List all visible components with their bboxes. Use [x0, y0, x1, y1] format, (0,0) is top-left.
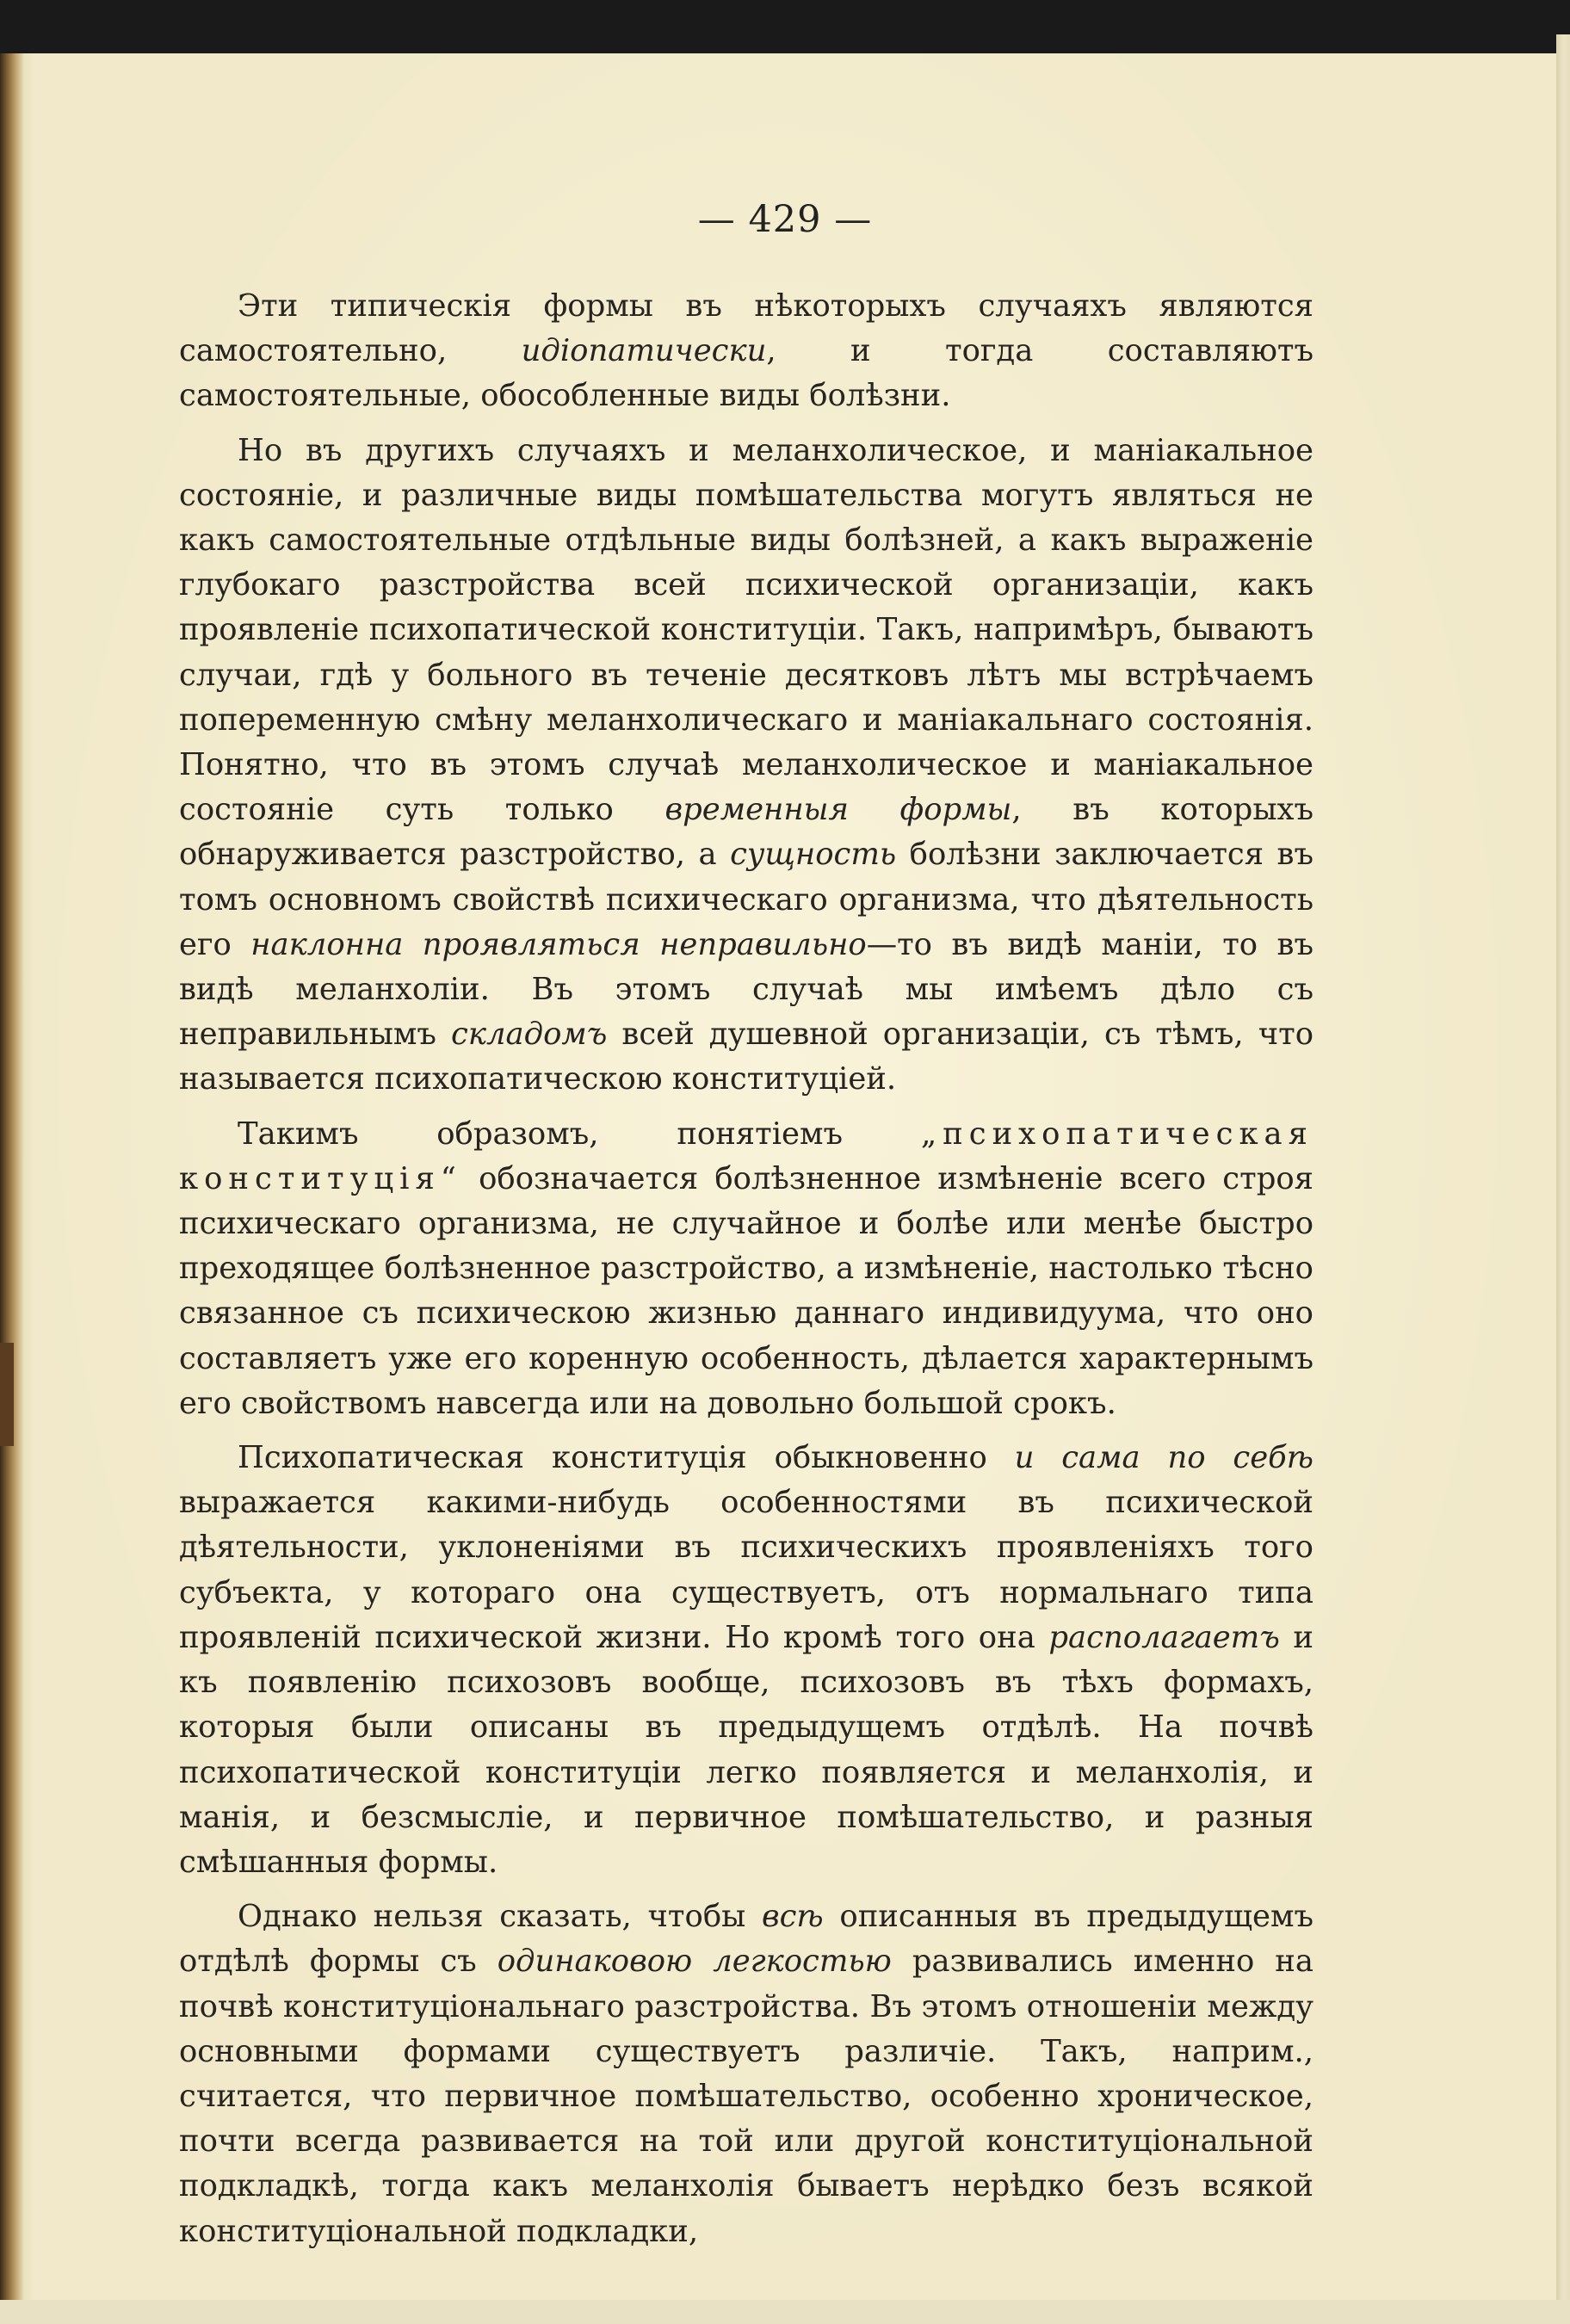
text-run: , въ которыхъ обнаруживается разстройство, а — [179, 792, 1313, 873]
italic-emphasis: наклонна проявляться неправильно — [250, 926, 867, 962]
page-edge-bottom — [0, 2300, 1570, 2324]
body-text — [179, 284, 1313, 2254]
book-spine-shadow — [0, 53, 24, 2300]
page-number: — 429 — — [697, 198, 873, 241]
text-run: описанныя въ предыдущемъ отдѣлѣ формы съ — [179, 1899, 1313, 1980]
text-run: и къ появленію психозовъ вообще, психозовъ въ тѣхъ формахъ, которыя были описаны въ предыдущемъ отдѣлѣ. На почвѣ психопатической конституціи легко появляется и меланхолія, и манія, и безсмысліе, и первичное помѣшательство, и разныя смѣшанныя формы. — [179, 1619, 1313, 1880]
italic-emphasis: временныя формы — [664, 792, 1012, 828]
paragraph — [179, 429, 1313, 1103]
text-run: развивались именно на почвѣ конституціональнаго разстройства. Въ этомъ отношеніи между основными формами существуетъ различіе. Такъ, наприм., считается, что первичное помѣшательство, особенно хроническое, почти всегда развивается на той или другой конституціональной подкладкѣ, тогда какъ меланхолія бываетъ нерѣдко безъ всякой конституціональной подкладки, — [179, 1944, 1313, 2249]
spaced-emphasis: „психопатическая конституція“ — [179, 1116, 1313, 1196]
paragraph — [179, 1436, 1313, 1885]
text-run: , и тогда составляютъ самостоятельные, обособленные виды болѣзни. — [179, 333, 1313, 414]
text-run: обозначается болѣзненное измѣненіе всего строя психическаго организма, не случайное и болѣе или менѣе быстро преходящее болѣзненное разстройство, а измѣненіе, настолько тѣсно связанное съ психическою жизнью даннаго индивидуума, что оно составляетъ уже его коренную особенность, дѣлается характернымъ его свойствомъ навсегда или на довольно большой срокъ. — [179, 1160, 1313, 1421]
italic-emphasis: одинаковою легкостью — [497, 1944, 892, 1980]
italic-emphasis: сущность — [730, 837, 897, 873]
italic-emphasis: всѣ — [762, 1899, 824, 1935]
text-run: Однако нельзя сказать, чтобы — [238, 1899, 763, 1935]
text-run: Такимъ образомъ, понятіемъ — [238, 1116, 921, 1152]
text-run: Эти типическія формы въ нѣкоторыхъ случаяхъ являются самостоятельно, — [179, 288, 1313, 369]
page-edge-right — [1556, 34, 1570, 2324]
text-run: Психопатическая конституція обыкновенно — [238, 1440, 1015, 1476]
text-run: Но въ другихъ случаяхъ и меланхолическое, и маніакальное состояніе, и различные виды помѣшательства могутъ являться не какъ самостоятельные отдѣльные виды болѣзней, а какъ выраженіе глубокаго разстройства всей психической организаціи, какъ проявленіе психопатической конституціи. Такъ, напримѣръ, бываютъ случаи, гдѣ у больного въ теченіе десятковъ лѣтъ мы встрѣчаемъ попеременную смѣну меланхолическаго и маніакальнаго состоянія. Понятно, что въ этомъ случаѣ меланхолическое и маніакальное состояніе суть только — [179, 432, 1313, 828]
paragraph — [179, 1112, 1313, 1426]
italic-emphasis: и сама по себѣ — [1014, 1440, 1313, 1476]
italic-emphasis: идіопатически — [521, 333, 767, 369]
text-run: всей душевной организаціи, съ тѣмъ, что называется психопатическою конституціей. — [179, 1017, 1314, 1097]
text-run: выражается какими-нибудь особенностями въ психической дѣятельности, уклоненіями въ психическихъ проявленіяхъ того субъекта, у котораго она существуетъ, отъ нормальнаго типа проявленій психической жизни. Но кромѣ того она — [179, 1485, 1313, 1655]
text-run: —то въ видѣ маніи, то въ видѣ меланхоліи. Въ этомъ случаѣ мы имѣемъ дѣло съ неправильнымъ — [179, 926, 1313, 1053]
paragraph — [179, 284, 1313, 419]
paragraph — [179, 1894, 1313, 2254]
spine-mark — [0, 1343, 14, 1446]
text-run: болѣзни заключается въ томъ основномъ свойствѣ психическаго организма, что дѣятельность его — [179, 837, 1313, 962]
italic-emphasis: располагаетъ — [1048, 1619, 1280, 1655]
italic-emphasis: складомъ — [451, 1017, 608, 1053]
